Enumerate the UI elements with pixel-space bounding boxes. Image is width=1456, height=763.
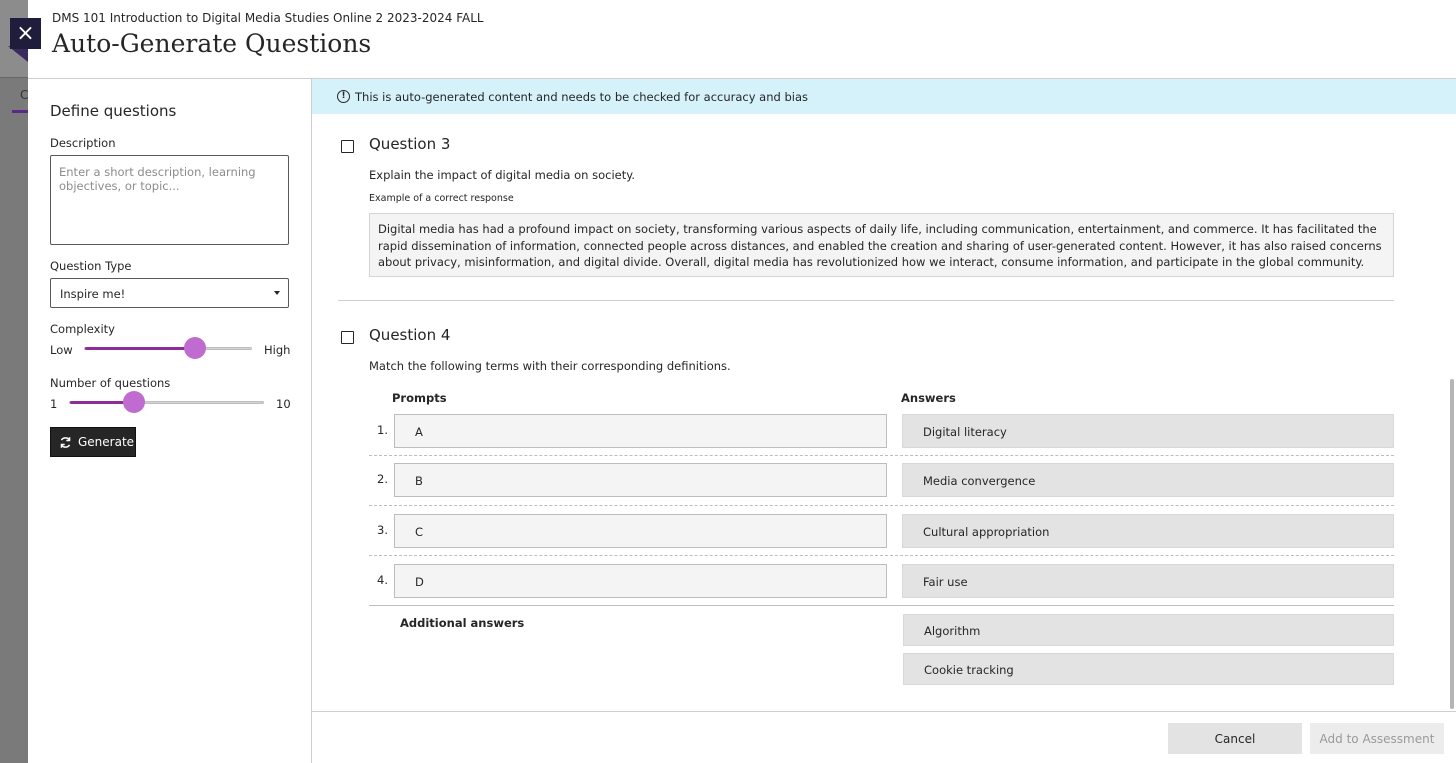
- modal-footer: [312, 711, 1456, 763]
- answer-field[interactable]: Media convergence: [902, 463, 1394, 497]
- question-type-value: Inspire me!: [60, 287, 126, 301]
- answers-header: Answers: [901, 391, 956, 405]
- background-tab-underline: [12, 110, 28, 113]
- modal-header: [28, 0, 1456, 79]
- cancel-button[interactable]: Cancel: [1168, 723, 1302, 754]
- question-divider: [338, 300, 1394, 301]
- pair-number: 4.: [377, 573, 388, 587]
- scrollbar-thumb[interactable]: [1450, 379, 1454, 709]
- questions-panel: [312, 79, 1456, 711]
- question-4-text: Match the following terms with their corresponding definitions.: [369, 359, 731, 373]
- row-separator: [369, 505, 1394, 506]
- number-slider-thumb[interactable]: [123, 391, 145, 413]
- complexity-slider[interactable]: [84, 347, 252, 350]
- info-icon: !: [337, 90, 350, 103]
- question-4-checkbox[interactable]: [341, 331, 354, 344]
- additional-answer-field[interactable]: Cookie tracking: [903, 653, 1394, 685]
- row-separator: [369, 555, 1394, 556]
- number-of-questions-slider[interactable]: [69, 401, 264, 404]
- ai-content-banner: [312, 79, 1456, 114]
- question-3-title: Question 3: [369, 135, 451, 153]
- row-separator: [369, 605, 1394, 606]
- question-type-select[interactable]: [50, 278, 289, 308]
- complexity-low-label: Low: [50, 343, 73, 357]
- pair-number: 2.: [377, 472, 388, 486]
- page-title: Auto-Generate Questions: [52, 29, 372, 58]
- question-type-label: Question Type: [50, 259, 132, 273]
- question-3-text: Explain the impact of digital media on society.: [369, 168, 636, 182]
- prompt-field[interactable]: D: [394, 564, 887, 598]
- number-max-label: 10: [276, 397, 291, 411]
- banner-text: This is auto-generated content and needs to be checked for accuracy and bias: [355, 90, 809, 104]
- scrollbar[interactable]: [1448, 114, 1456, 711]
- prompt-field[interactable]: C: [394, 514, 887, 548]
- close-icon: ×: [16, 21, 35, 46]
- example-response: Digital media has had a profound impact on society, transforming various aspects of daily life, including communication, entertainment, and commerce. It has facilitated the rapid dissemination of information, connected people across distances, and enabled the creation and sharing of user-generated content. However, it has also raised concerns about privacy, misinformation, and digital divide. Overall, digital media has revolutionized how we interact, consume information, and participate in the global community.: [369, 213, 1394, 277]
- answer-field[interactable]: Digital literacy: [902, 414, 1394, 448]
- background-page: [0, 0, 28, 763]
- background-tab: C: [20, 88, 29, 102]
- number-min-label: 1: [50, 397, 58, 411]
- complexity-slider-thumb[interactable]: [184, 337, 206, 359]
- additional-answer-field[interactable]: Algorithm: [903, 614, 1394, 646]
- answer-field[interactable]: Cultural appropriation: [902, 514, 1394, 548]
- prompt-field[interactable]: A: [394, 414, 887, 448]
- prompt-field[interactable]: B: [394, 463, 887, 497]
- additional-answers-label: Additional answers: [400, 616, 525, 630]
- add-to-assessment-button[interactable]: Add to Assessment: [1310, 723, 1444, 754]
- define-questions-panel: [28, 79, 312, 763]
- prompts-header: Prompts: [392, 391, 447, 405]
- generate-label: Generate: [78, 435, 135, 449]
- example-label: Example of a correct response: [369, 193, 514, 204]
- row-separator: [369, 455, 1394, 456]
- question-4-title: Question 4: [369, 326, 451, 344]
- complexity-high-label: High: [264, 343, 291, 357]
- description-label: Description: [50, 136, 116, 150]
- pair-number: 1.: [377, 423, 388, 437]
- question-3-checkbox[interactable]: [341, 140, 354, 153]
- close-button[interactable]: [10, 18, 41, 49]
- number-of-questions-label: Number of questions: [50, 376, 171, 390]
- course-name: DMS 101 Introduction to Digital Media Studies Online 2 2023-2024 FALL: [52, 11, 484, 25]
- chevron-down-icon: [274, 291, 280, 295]
- complexity-slider-fill: [85, 347, 195, 350]
- description-placeholder: Enter a short description, learning objectives, or topic...: [59, 165, 256, 193]
- answer-field[interactable]: Fair use: [902, 564, 1394, 598]
- auto-generate-modal: [28, 0, 1456, 763]
- pair-number: 3.: [377, 523, 388, 537]
- generate-button[interactable]: [50, 427, 136, 457]
- panel-heading: Define questions: [50, 102, 177, 120]
- refresh-icon: [59, 436, 72, 449]
- complexity-label: Complexity: [50, 322, 115, 336]
- description-input[interactable]: [50, 155, 289, 245]
